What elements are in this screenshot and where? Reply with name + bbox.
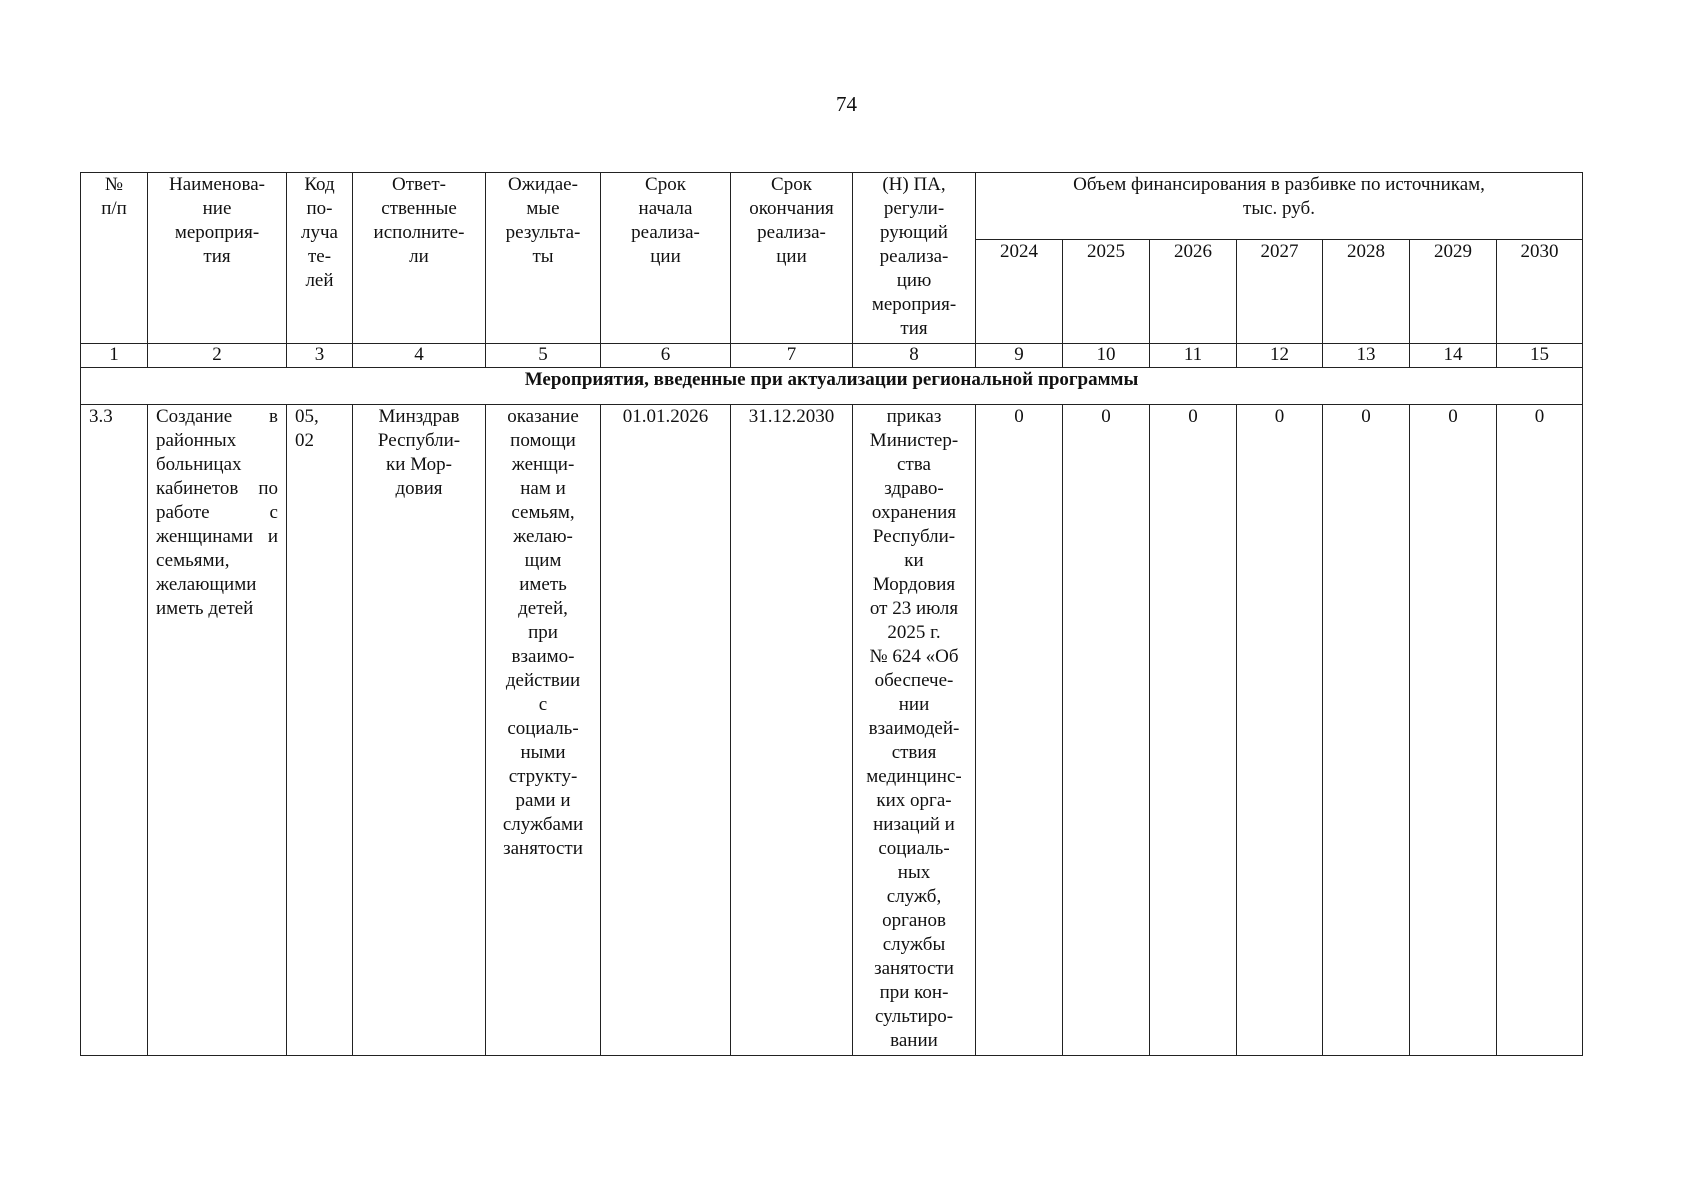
column-number: 7 — [731, 344, 853, 368]
row-value-2024: 0 — [976, 405, 1063, 1056]
column-number: 8 — [853, 344, 976, 368]
header-expected-results: Ожидае- мые результа- ты — [486, 173, 601, 344]
header-end-date: Срок окончания реализа- ции — [731, 173, 853, 344]
row-legal-act: приказ Министер- ства здраво- охранения Республи- ки Мордовия от 23 июля 2025 г. № 624 «Об обеспече- нии взаимодей- ствия мединцинс- ких орга- низаций и социаль- ных служб, органов службы занятости при кон- сультиро- вании — [853, 405, 976, 1056]
column-number: 13 — [1323, 344, 1410, 368]
column-number: 1 — [81, 344, 148, 368]
row-responsible: Минздрав Республи- ки Мор- довия — [353, 405, 486, 1056]
header-year: 2029 — [1410, 240, 1497, 344]
header-funding: Объем финансирования в разбивке по источникам, тыс. руб. — [976, 173, 1583, 240]
column-number-row — [81, 344, 1583, 368]
header-year: 2026 — [1150, 240, 1237, 344]
header-legal-act: (Н) ПА, регули- рующий реализа- цию мероприя- тия — [853, 173, 976, 344]
row-value-2026: 0 — [1150, 405, 1237, 1056]
column-number: 14 — [1410, 344, 1497, 368]
column-number: 11 — [1150, 344, 1237, 368]
row-recipient-code: 05, 02 — [287, 405, 353, 1056]
header-year: 2028 — [1323, 240, 1410, 344]
header-year: 2024 — [976, 240, 1063, 344]
row-value-2027: 0 — [1237, 405, 1323, 1056]
column-number: 3 — [287, 344, 353, 368]
row-start-date: 01.01.2026 — [601, 405, 731, 1056]
column-number: 6 — [601, 344, 731, 368]
column-number: 4 — [353, 344, 486, 368]
header-start-date: Срок начала реализа- ции — [601, 173, 731, 344]
section-row — [81, 368, 1583, 405]
financing-table — [80, 172, 1583, 1056]
row-value-2030: 0 — [1497, 405, 1583, 1056]
header-number: № п/п — [81, 173, 148, 344]
header-row — [81, 173, 1583, 240]
row-event-name: Создание в районных больницах кабинетов по работе с женщинами и семьями, желающими иметь детей — [148, 405, 287, 1056]
row-expected-results: оказание помощи женщи- нам и семьям, желаю- щим иметь детей, при взаимо- действии с социаль- ными структу- рами и службами занятости — [486, 405, 601, 1056]
row-value-2025: 0 — [1063, 405, 1150, 1056]
column-number: 9 — [976, 344, 1063, 368]
column-number: 10 — [1063, 344, 1150, 368]
row-value-2028: 0 — [1323, 405, 1410, 1056]
page-number: 74 — [836, 92, 857, 116]
row-end-date: 31.12.2030 — [731, 405, 853, 1056]
table-row — [81, 405, 1583, 1056]
column-number: 2 — [148, 344, 287, 368]
header-year: 2025 — [1063, 240, 1150, 344]
header-responsible: Ответ- ственные исполните- ли — [353, 173, 486, 344]
header-year: 2030 — [1497, 240, 1583, 344]
row-value-2029: 0 — [1410, 405, 1497, 1056]
header-year: 2027 — [1237, 240, 1323, 344]
header-recipient-code: Код по- луча те- лей — [287, 173, 353, 344]
row-number: 3.3 — [81, 405, 148, 1056]
column-number: 12 — [1237, 344, 1323, 368]
header-event-name: Наименова- ние мероприя- тия — [148, 173, 287, 344]
section-title: Мероприятия, введенные при актуализации региональной программы — [81, 368, 1583, 405]
column-number: 5 — [486, 344, 601, 368]
column-number: 15 — [1497, 344, 1583, 368]
